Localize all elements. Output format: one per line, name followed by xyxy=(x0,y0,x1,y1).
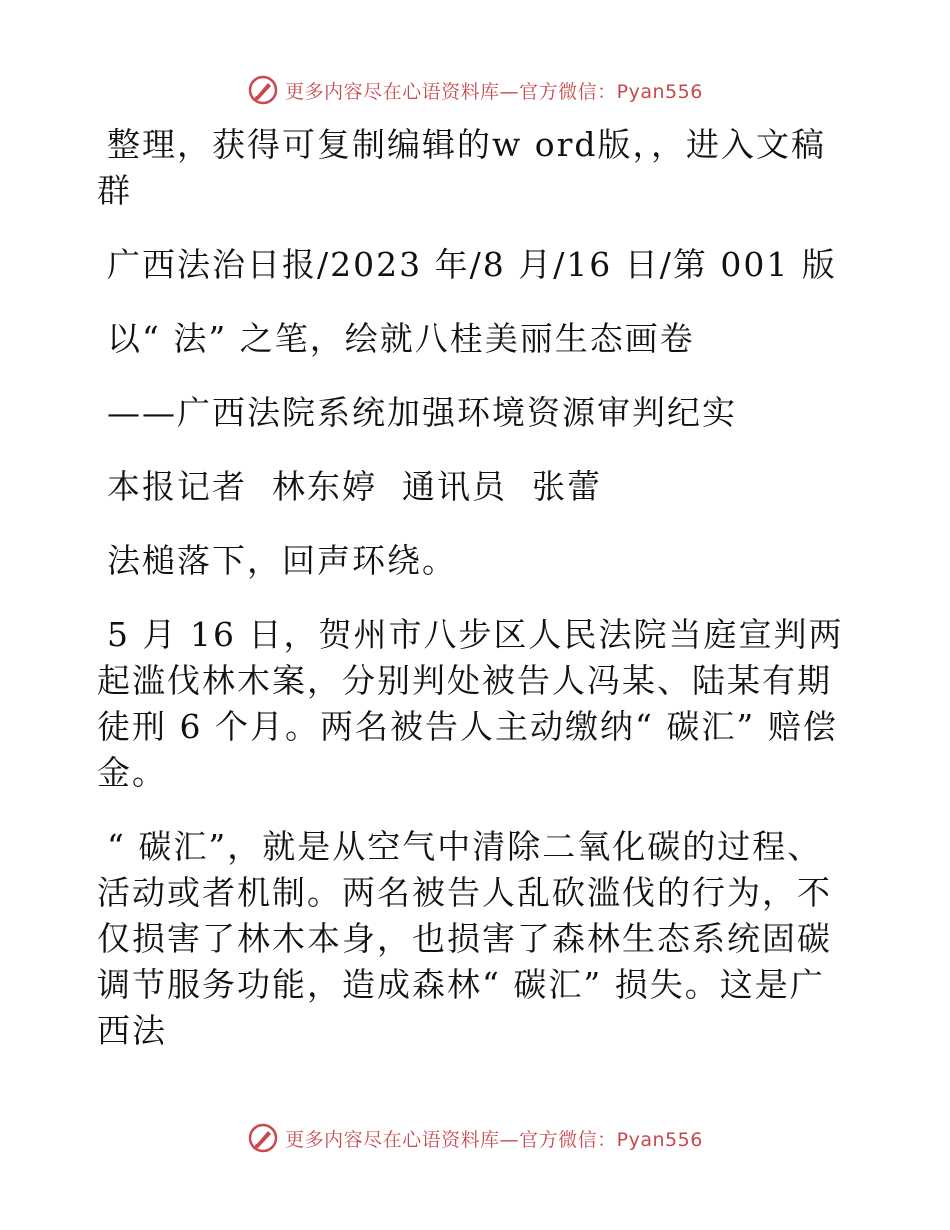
article-title: 以“ 法” 之笔，绘就八桂美丽生态画卷 xyxy=(107,319,695,358)
pen-circle-icon xyxy=(247,74,279,106)
footer-banner xyxy=(0,1118,950,1158)
document-body xyxy=(97,122,849,1082)
intro-paragraph: 整理，获得可复制编辑的w ord版，，进入文稿群 xyxy=(97,125,827,210)
banner-text: 更多内容尽在心语资料库—官方微信：Pyan556 xyxy=(285,80,703,103)
body-paragraph-1: 法槌落下，回声环绕。 xyxy=(107,541,457,580)
body-paragraph-3: “ 碳汇”，就是从空气中清除二氧化碳的过程、活动或者机制。两名被告人乱砍滥伐的行为，不仅损害了林木本身，也损害了森林生态系统固碳调节服务功能，造成森林“ 碳汇” 损失。这是广西法 xyxy=(97,827,832,1050)
body-paragraph-2: 5 月 16 日，贺州市八步区人民法院当庭宣判两起滥伐林木案，分别判处被告人冯某、陆某有期徒刑 6 个月。两名被告人主动缴纳“ 碳汇” 赔偿金。 xyxy=(97,615,844,792)
article-subtitle: ——广西法院系统加强环境资源审判纪实 xyxy=(107,393,737,432)
header-banner xyxy=(0,70,950,110)
byline: 本报记者 林东婷 通讯员 张蕾 xyxy=(107,467,602,506)
banner-text: 更多内容尽在心语资料库—官方微信：Pyan556 xyxy=(285,1128,703,1151)
publication-line: 广西法治日报/2023 年/8 月/16 日/第 001 版 xyxy=(107,245,837,284)
pen-circle-icon xyxy=(247,1122,279,1154)
